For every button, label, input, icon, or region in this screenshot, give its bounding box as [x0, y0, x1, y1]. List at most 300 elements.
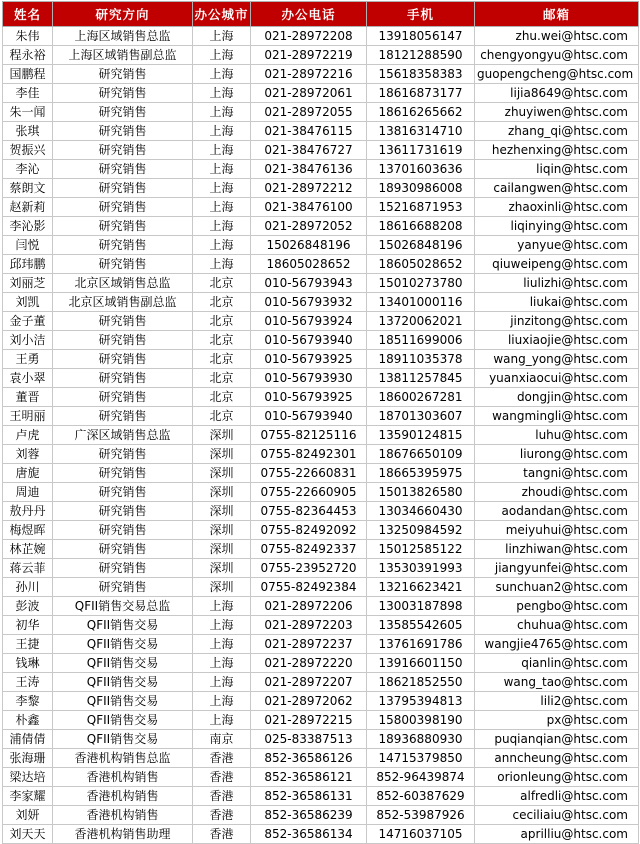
cell-mobile: 13720062021 — [367, 312, 475, 331]
cell-email: jinzitong@htsc.com — [475, 312, 639, 331]
cell-mobile: 13250984592 — [367, 521, 475, 540]
cell-mobile: 13916601150 — [367, 654, 475, 673]
cell-phone: 021-28972055 — [251, 103, 367, 122]
cell-phone: 021-28972052 — [251, 217, 367, 236]
cell-phone: 0755-82492384 — [251, 578, 367, 597]
cell-city: 香港 — [193, 787, 251, 806]
cell-name: 孙川 — [3, 578, 53, 597]
cell-email: lijia8649@htsc.com — [475, 84, 639, 103]
cell-phone: 852-36586131 — [251, 787, 367, 806]
cell-city: 深圳 — [193, 559, 251, 578]
cell-name: 朱伟 — [3, 27, 53, 46]
cell-phone: 021-28972206 — [251, 597, 367, 616]
cell-dept: 香港机构销售助理 — [53, 825, 193, 844]
cell-phone: 0755-82492092 — [251, 521, 367, 540]
table-row — [3, 768, 639, 787]
cell-name: 朴鑫 — [3, 711, 53, 730]
cell-city: 北京 — [193, 331, 251, 350]
cell-phone: 021-28972216 — [251, 65, 367, 84]
cell-email: ceciliaiu@htsc.com — [475, 806, 639, 825]
cell-mobile: 18616688208 — [367, 217, 475, 236]
cell-city: 北京 — [193, 350, 251, 369]
cell-city: 上海 — [193, 84, 251, 103]
cell-phone: 852-36586239 — [251, 806, 367, 825]
cell-dept: 研究销售 — [53, 84, 193, 103]
cell-dept: 研究销售 — [53, 198, 193, 217]
cell-dept: 研究销售 — [53, 103, 193, 122]
table-row — [3, 559, 639, 578]
cell-mobile: 18936880930 — [367, 730, 475, 749]
cell-dept: QFII销售交易 — [53, 711, 193, 730]
cell-email: meiyuhui@htsc.com — [475, 521, 639, 540]
cell-name: 初华 — [3, 616, 53, 635]
table-row — [3, 502, 639, 521]
cell-dept: 上海区域销售副总监 — [53, 46, 193, 65]
cell-city: 上海 — [193, 122, 251, 141]
table-row — [3, 122, 639, 141]
table-row — [3, 179, 639, 198]
cell-dept: 研究销售 — [53, 464, 193, 483]
cell-email: orionleung@htsc.com — [475, 768, 639, 787]
cell-email: zhang_qi@htsc.com — [475, 122, 639, 141]
cell-phone: 010-56793925 — [251, 388, 367, 407]
cell-mobile: 13795394813 — [367, 692, 475, 711]
cell-dept: QFII销售交易 — [53, 654, 193, 673]
cell-city: 上海 — [193, 217, 251, 236]
cell-phone: 15026848196 — [251, 236, 367, 255]
cell-name: 董晋 — [3, 388, 53, 407]
cell-name: 刘丽芝 — [3, 274, 53, 293]
cell-email: qianlin@htsc.com — [475, 654, 639, 673]
cell-mobile: 15013826580 — [367, 483, 475, 502]
cell-city: 上海 — [193, 103, 251, 122]
cell-mobile: 13918056147 — [367, 27, 475, 46]
cell-email: hezhenxing@htsc.com — [475, 141, 639, 160]
cell-name: 林芷婉 — [3, 540, 53, 559]
cell-name: 王勇 — [3, 350, 53, 369]
table-row — [3, 388, 639, 407]
cell-email: px@htsc.com — [475, 711, 639, 730]
cell-dept: 研究销售 — [53, 331, 193, 350]
cell-city: 深圳 — [193, 502, 251, 521]
cell-city: 香港 — [193, 806, 251, 825]
cell-email: linzhiwan@htsc.com — [475, 540, 639, 559]
cell-mobile: 14715379850 — [367, 749, 475, 768]
cell-name: 蒋云菲 — [3, 559, 53, 578]
cell-email: wangmingli@htsc.com — [475, 407, 639, 426]
cell-email: chengyongyu@htsc.com — [475, 46, 639, 65]
cell-name: 闫悦 — [3, 236, 53, 255]
table-row — [3, 540, 639, 559]
cell-email: aodandan@htsc.com — [475, 502, 639, 521]
cell-name: 贺振兴 — [3, 141, 53, 160]
cell-dept: 研究销售 — [53, 179, 193, 198]
cell-phone: 010-56793932 — [251, 293, 367, 312]
cell-name: 朱一闻 — [3, 103, 53, 122]
table-row — [3, 464, 639, 483]
cell-mobile: 852-60387629 — [367, 787, 475, 806]
cell-mobile: 14716037105 — [367, 825, 475, 844]
cell-city: 深圳 — [193, 521, 251, 540]
cell-name: 袁小翠 — [3, 369, 53, 388]
table-row — [3, 217, 639, 236]
cell-name: 刘妍 — [3, 806, 53, 825]
cell-phone: 021-38476100 — [251, 198, 367, 217]
table-row — [3, 369, 639, 388]
cell-email: sunchuan2@htsc.com — [475, 578, 639, 597]
cell-mobile: 13811257845 — [367, 369, 475, 388]
cell-mobile: 13034660430 — [367, 502, 475, 521]
cell-dept: 研究销售 — [53, 141, 193, 160]
cell-dept: 研究销售 — [53, 350, 193, 369]
cell-dept: 研究销售 — [53, 312, 193, 331]
cell-dept: 研究销售 — [53, 236, 193, 255]
cell-dept: 研究销售 — [53, 388, 193, 407]
table-header — [3, 2, 639, 27]
cell-dept: 研究销售 — [53, 521, 193, 540]
cell-dept: 北京区域销售副总监 — [53, 293, 193, 312]
cell-dept: 研究销售 — [53, 502, 193, 521]
cell-mobile: 18605028652 — [367, 255, 475, 274]
header-row — [3, 2, 639, 27]
table-row — [3, 312, 639, 331]
cell-name: 唐旎 — [3, 464, 53, 483]
cell-city: 上海 — [193, 141, 251, 160]
cell-mobile: 18701303607 — [367, 407, 475, 426]
cell-dept: QFII销售交易 — [53, 673, 193, 692]
cell-mobile: 13816314710 — [367, 122, 475, 141]
cell-mobile: 13701603636 — [367, 160, 475, 179]
cell-city: 上海 — [193, 616, 251, 635]
cell-name: 彭波 — [3, 597, 53, 616]
cell-dept: 研究销售 — [53, 65, 193, 84]
cell-city: 上海 — [193, 635, 251, 654]
cell-dept: 研究销售 — [53, 369, 193, 388]
cell-mobile: 13611731619 — [367, 141, 475, 160]
cell-phone: 021-28972061 — [251, 84, 367, 103]
table-row — [3, 84, 639, 103]
cell-phone: 0755-22660905 — [251, 483, 367, 502]
cell-mobile: 852-53987926 — [367, 806, 475, 825]
table-row — [3, 692, 639, 711]
cell-email: tangni@htsc.com — [475, 464, 639, 483]
table-row — [3, 749, 639, 768]
cell-city: 南京 — [193, 730, 251, 749]
table-row — [3, 274, 639, 293]
table-row — [3, 141, 639, 160]
cell-phone: 18605028652 — [251, 255, 367, 274]
cell-city: 上海 — [193, 255, 251, 274]
cell-name: 卢虎 — [3, 426, 53, 445]
table-row — [3, 27, 639, 46]
header-phone: 办公电话 — [251, 2, 367, 27]
cell-phone: 021-38476136 — [251, 160, 367, 179]
cell-email: zhuyiwen@htsc.com — [475, 103, 639, 122]
cell-email: puqianqian@htsc.com — [475, 730, 639, 749]
table-row — [3, 825, 639, 844]
cell-phone: 021-28972207 — [251, 673, 367, 692]
cell-phone: 021-38476727 — [251, 141, 367, 160]
table-row — [3, 521, 639, 540]
header-email: 邮箱 — [475, 2, 639, 27]
cell-email: wang_tao@htsc.com — [475, 673, 639, 692]
cell-dept: 研究销售 — [53, 122, 193, 141]
cell-phone: 0755-82492301 — [251, 445, 367, 464]
cell-phone: 0755-82364453 — [251, 502, 367, 521]
cell-mobile: 13761691786 — [367, 635, 475, 654]
cell-mobile: 13585542605 — [367, 616, 475, 635]
cell-city: 上海 — [193, 198, 251, 217]
table-row — [3, 236, 639, 255]
contact-table — [2, 1, 639, 844]
cell-city: 上海 — [193, 692, 251, 711]
cell-email: liurong@htsc.com — [475, 445, 639, 464]
cell-email: lili2@htsc.com — [475, 692, 639, 711]
cell-email: zhoudi@htsc.com — [475, 483, 639, 502]
cell-phone: 0755-22660831 — [251, 464, 367, 483]
cell-name: 李沁 — [3, 160, 53, 179]
cell-dept: 研究销售 — [53, 578, 193, 597]
cell-name: 李佳 — [3, 84, 53, 103]
table-row — [3, 787, 639, 806]
cell-email: chuhua@htsc.com — [475, 616, 639, 635]
cell-email: anncheung@htsc.com — [475, 749, 639, 768]
cell-city: 上海 — [193, 46, 251, 65]
cell-phone: 010-56793940 — [251, 407, 367, 426]
cell-name: 刘天天 — [3, 825, 53, 844]
cell-mobile: 15216871953 — [367, 198, 475, 217]
cell-name: 刘凯 — [3, 293, 53, 312]
cell-name: 王涛 — [3, 673, 53, 692]
cell-city: 深圳 — [193, 578, 251, 597]
cell-email: pengbo@htsc.com — [475, 597, 639, 616]
cell-mobile: 18616265662 — [367, 103, 475, 122]
cell-email: qiuweipeng@htsc.com — [475, 255, 639, 274]
cell-name: 王明丽 — [3, 407, 53, 426]
cell-email: zhu.wei@htsc.com — [475, 27, 639, 46]
cell-mobile: 18665395975 — [367, 464, 475, 483]
table-row — [3, 407, 639, 426]
cell-mobile: 15800398190 — [367, 711, 475, 730]
cell-phone: 852-36586121 — [251, 768, 367, 787]
cell-phone: 010-56793930 — [251, 369, 367, 388]
cell-phone: 021-28972212 — [251, 179, 367, 198]
cell-name: 敖丹丹 — [3, 502, 53, 521]
cell-name: 金子董 — [3, 312, 53, 331]
cell-phone: 010-56793943 — [251, 274, 367, 293]
table-row — [3, 350, 639, 369]
cell-email: liuxiaojie@htsc.com — [475, 331, 639, 350]
cell-name: 梁达培 — [3, 768, 53, 787]
cell-phone: 025-83387513 — [251, 730, 367, 749]
table-row — [3, 597, 639, 616]
cell-mobile: 18621852550 — [367, 673, 475, 692]
cell-name: 程永裕 — [3, 46, 53, 65]
cell-mobile: 13401000116 — [367, 293, 475, 312]
cell-mobile: 15010273780 — [367, 274, 475, 293]
cell-name: 王捷 — [3, 635, 53, 654]
cell-city: 深圳 — [193, 540, 251, 559]
cell-email: yanyue@htsc.com — [475, 236, 639, 255]
cell-city: 香港 — [193, 768, 251, 787]
cell-name: 李家耀 — [3, 787, 53, 806]
cell-email: dongjin@htsc.com — [475, 388, 639, 407]
cell-dept: 广深区域销售总监 — [53, 426, 193, 445]
table-row — [3, 46, 639, 65]
cell-city: 上海 — [193, 711, 251, 730]
cell-dept: 香港机构销售 — [53, 806, 193, 825]
cell-email: liulizhi@htsc.com — [475, 274, 639, 293]
cell-name: 邱玮鹏 — [3, 255, 53, 274]
cell-email: wang_yong@htsc.com — [475, 350, 639, 369]
cell-name: 张海珊 — [3, 749, 53, 768]
cell-mobile: 18600267281 — [367, 388, 475, 407]
cell-phone: 021-28972062 — [251, 692, 367, 711]
header-mobile: 手机 — [367, 2, 475, 27]
cell-phone: 021-28972208 — [251, 27, 367, 46]
cell-city: 香港 — [193, 825, 251, 844]
cell-name: 蔡朗文 — [3, 179, 53, 198]
cell-phone: 0755-82125116 — [251, 426, 367, 445]
cell-phone: 0755-23952720 — [251, 559, 367, 578]
cell-name: 刘小洁 — [3, 331, 53, 350]
cell-city: 上海 — [193, 27, 251, 46]
table-row — [3, 160, 639, 179]
cell-email: liqin@htsc.com — [475, 160, 639, 179]
cell-phone: 021-28972219 — [251, 46, 367, 65]
cell-mobile: 852-96439874 — [367, 768, 475, 787]
cell-mobile: 18511699006 — [367, 331, 475, 350]
cell-city: 深圳 — [193, 483, 251, 502]
cell-dept: 研究销售 — [53, 540, 193, 559]
table-row — [3, 103, 639, 122]
table-row — [3, 198, 639, 217]
cell-phone: 021-38476115 — [251, 122, 367, 141]
cell-name: 梅煜晖 — [3, 521, 53, 540]
cell-mobile: 18676650109 — [367, 445, 475, 464]
table-row — [3, 806, 639, 825]
cell-phone: 010-56793940 — [251, 331, 367, 350]
cell-city: 深圳 — [193, 445, 251, 464]
cell-dept: 香港机构销售 — [53, 787, 193, 806]
cell-name: 钱琳 — [3, 654, 53, 673]
table-row — [3, 331, 639, 350]
table-row — [3, 65, 639, 84]
cell-phone: 852-36586126 — [251, 749, 367, 768]
cell-city: 深圳 — [193, 464, 251, 483]
cell-dept: 研究销售 — [53, 407, 193, 426]
cell-city: 香港 — [193, 749, 251, 768]
cell-city: 北京 — [193, 274, 251, 293]
cell-city: 北京 — [193, 312, 251, 331]
cell-email: liukai@htsc.com — [475, 293, 639, 312]
table-row — [3, 578, 639, 597]
cell-mobile: 18930986008 — [367, 179, 475, 198]
cell-dept: 研究销售 — [53, 160, 193, 179]
cell-phone: 021-28972220 — [251, 654, 367, 673]
cell-phone: 021-28972203 — [251, 616, 367, 635]
cell-city: 上海 — [193, 654, 251, 673]
cell-city: 北京 — [193, 369, 251, 388]
cell-dept: 研究销售 — [53, 255, 193, 274]
cell-name: 张琪 — [3, 122, 53, 141]
table-row — [3, 730, 639, 749]
cell-name: 赵新莉 — [3, 198, 53, 217]
cell-city: 北京 — [193, 293, 251, 312]
cell-phone: 010-56793924 — [251, 312, 367, 331]
cell-mobile: 15026848196 — [367, 236, 475, 255]
cell-dept: QFII销售交易 — [53, 635, 193, 654]
cell-phone: 021-28972215 — [251, 711, 367, 730]
header-dept: 研究方向 — [53, 2, 193, 27]
cell-dept: 研究销售 — [53, 559, 193, 578]
cell-city: 上海 — [193, 236, 251, 255]
table-row — [3, 616, 639, 635]
table-row — [3, 293, 639, 312]
cell-email: guopengcheng@htsc.com — [475, 65, 639, 84]
table-row — [3, 673, 639, 692]
cell-mobile: 13216623421 — [367, 578, 475, 597]
cell-mobile: 13003187898 — [367, 597, 475, 616]
cell-city: 深圳 — [193, 426, 251, 445]
cell-phone: 021-28972237 — [251, 635, 367, 654]
cell-mobile: 15618358383 — [367, 65, 475, 84]
cell-city: 上海 — [193, 160, 251, 179]
cell-city: 上海 — [193, 179, 251, 198]
table-row — [3, 635, 639, 654]
cell-dept: 研究销售 — [53, 217, 193, 236]
cell-city: 北京 — [193, 388, 251, 407]
cell-dept: 香港机构销售总监 — [53, 749, 193, 768]
cell-mobile: 15012585122 — [367, 540, 475, 559]
cell-email: jiangyunfei@htsc.com — [475, 559, 639, 578]
cell-dept: 上海区域销售总监 — [53, 27, 193, 46]
cell-mobile: 13590124815 — [367, 426, 475, 445]
cell-name: 周迪 — [3, 483, 53, 502]
cell-email: aprilliu@htsc.com — [475, 825, 639, 844]
cell-dept: 北京区域销售总监 — [53, 274, 193, 293]
cell-dept: 香港机构销售 — [53, 768, 193, 787]
cell-city: 上海 — [193, 673, 251, 692]
cell-phone: 010-56793925 — [251, 350, 367, 369]
cell-dept: 研究销售 — [53, 445, 193, 464]
cell-city: 上海 — [193, 65, 251, 84]
cell-name: 李黎 — [3, 692, 53, 711]
cell-phone: 0755-82492337 — [251, 540, 367, 559]
cell-city: 上海 — [193, 597, 251, 616]
cell-dept: 研究销售 — [53, 483, 193, 502]
table-row — [3, 711, 639, 730]
cell-name: 李沁影 — [3, 217, 53, 236]
cell-email: alfredli@htsc.com — [475, 787, 639, 806]
table-row — [3, 483, 639, 502]
cell-mobile: 18121288590 — [367, 46, 475, 65]
cell-mobile: 13530391993 — [367, 559, 475, 578]
header-name: 姓名 — [3, 2, 53, 27]
cell-email: liqinying@htsc.com — [475, 217, 639, 236]
table-row — [3, 445, 639, 464]
cell-email: cailangwen@htsc.com — [475, 179, 639, 198]
cell-dept: QFII销售交易 — [53, 616, 193, 635]
cell-city: 北京 — [193, 407, 251, 426]
table-body — [3, 27, 639, 844]
cell-email: yuanxiaocui@htsc.com — [475, 369, 639, 388]
cell-name: 浦倩倩 — [3, 730, 53, 749]
cell-email: zhaoxinli@htsc.com — [475, 198, 639, 217]
cell-email: luhu@htsc.com — [475, 426, 639, 445]
cell-mobile: 18911035378 — [367, 350, 475, 369]
cell-dept: QFII销售交易总监 — [53, 597, 193, 616]
